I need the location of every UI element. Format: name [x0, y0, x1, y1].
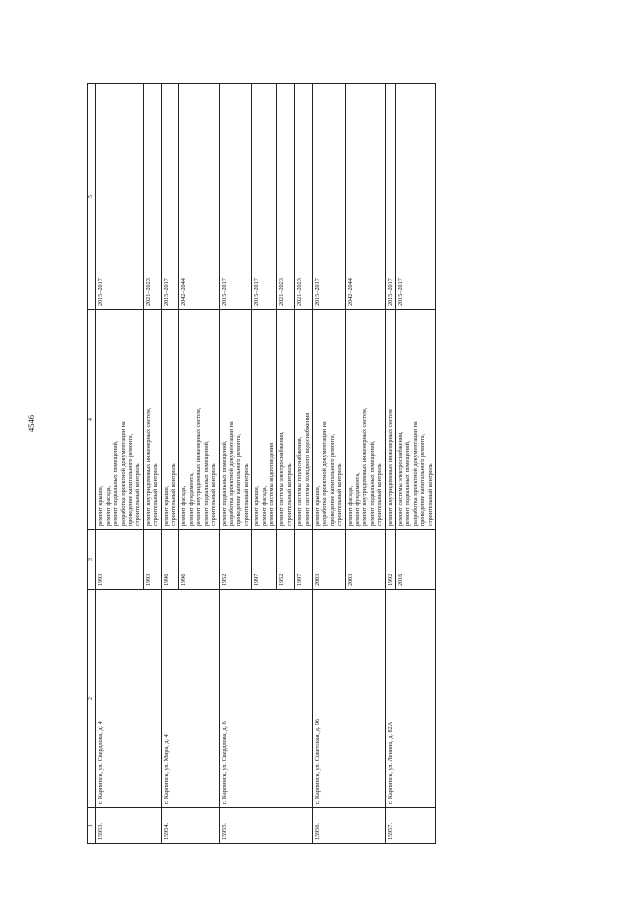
works-list: [96, 310, 143, 530]
repair-period: 2042–2044: [179, 84, 219, 310]
work-item: проведение капитального ремонта,: [328, 433, 336, 526]
repair-period: 2021–2023: [277, 84, 295, 310]
work-item: ремонт фасада,: [180, 485, 188, 526]
table-row: [219, 84, 252, 844]
work-item: ремонт подвальных помещений,: [112, 440, 120, 526]
column-header: 5: [88, 84, 96, 310]
column-header: 2: [88, 590, 96, 808]
work-item: ремонт системы водоотведения: [267, 443, 275, 526]
work-item: разработка проектной документации на: [227, 421, 235, 526]
work-item: проведение капитального ремонта,: [127, 433, 135, 526]
work-item: проведение капитального ремонта,: [235, 433, 243, 526]
work-item: проведение капитального ремонта,: [419, 433, 427, 526]
work-item: строительный контроль: [336, 463, 344, 526]
build-year: 1997: [252, 530, 277, 590]
repair-period: 2015–2017: [161, 84, 179, 310]
table-row: [385, 84, 395, 844]
work-item: ремонт подвальных помещений,: [202, 440, 210, 526]
work-item: ремонт подвальных помещений,: [220, 440, 228, 526]
work-item: строительный контроль: [210, 463, 218, 526]
work-item: строительный контроль: [152, 463, 160, 526]
work-item: ремонт внутридомовых инженерных систем,: [361, 407, 369, 526]
works-list: [345, 310, 385, 530]
work-item: разработка проектной документации на: [119, 421, 127, 526]
repair-period: 2015–2017: [219, 84, 252, 310]
build-year: 1992: [385, 530, 395, 590]
build-year: 1952: [277, 530, 295, 590]
work-item: ремонт системы электроснабжения,: [397, 431, 405, 526]
repair-period: 2042–2044: [345, 84, 385, 310]
build-year: 2003: [312, 530, 345, 590]
build-year: 1993: [143, 530, 161, 590]
record-address: г. Карпинск, ул. Свердлова, д. 4: [96, 590, 161, 808]
work-item: строительный контроль: [134, 463, 142, 526]
work-item: ремонт фасада,: [260, 485, 268, 526]
repair-period: 2021–2023: [295, 84, 313, 310]
column-header: 4: [88, 310, 96, 530]
work-item: ремонт системы электроснабжения,: [278, 431, 286, 526]
work-item: ремонт крыши,: [97, 485, 105, 526]
work-item: ремонт фундамента,: [187, 472, 195, 526]
work-item: ремонт крыши,: [313, 485, 321, 526]
works-list: [143, 310, 161, 530]
repair-period: 2015–2017: [312, 84, 345, 310]
repair-period: 2015–2017: [385, 84, 395, 310]
work-item: разработка проектной документации на: [411, 421, 419, 526]
work-item: строительный контроль: [285, 463, 293, 526]
repair-period: 2015–2017: [252, 84, 277, 310]
table-row: [312, 84, 345, 844]
work-item: ремонт подвальных помещений,: [368, 440, 376, 526]
record-address: г. Карпинск, ул. Советская, д. 96: [312, 590, 385, 808]
build-year: 2016: [396, 530, 436, 590]
record-number: 15956.: [312, 808, 385, 844]
works-list: [385, 310, 395, 530]
works-list: [312, 310, 345, 530]
record-address: г. Карпинск, ул. Свердлова, д. 6: [219, 590, 312, 808]
works-list: [161, 310, 179, 530]
work-item: строительный контроль: [170, 463, 178, 526]
work-item: строительный контроль: [376, 463, 384, 526]
table-header-row: [88, 84, 96, 844]
build-year: 1952: [219, 530, 252, 590]
work-item: строительный контроль: [242, 463, 250, 526]
work-item: ремонт крыши,: [162, 485, 170, 526]
work-item: ремонт системы теплоснабжения,: [296, 436, 304, 526]
works-list: [179, 310, 219, 530]
work-item: ремонт крыши,: [253, 485, 261, 526]
work-item: ремонт подвальных помещений,: [404, 440, 412, 526]
works-list: [252, 310, 277, 530]
work-item: ремонт фасада,: [346, 485, 354, 526]
record-number: 15957.: [385, 808, 435, 844]
table-row: [96, 84, 143, 844]
column-header: 3: [88, 530, 96, 590]
build-year: 1993: [96, 530, 143, 590]
works-list: [396, 310, 436, 530]
repair-period: 2015–2017: [96, 84, 143, 310]
record-number: 15954.: [161, 808, 219, 844]
work-item: строительный контроль: [426, 463, 434, 526]
build-year: 2003: [345, 530, 385, 590]
work-item: ремонт фасада,: [104, 485, 112, 526]
record-number: 15955.: [219, 808, 312, 844]
build-year: 1996: [179, 530, 219, 590]
repair-period: 2015–2017: [396, 84, 436, 310]
table-body: [96, 84, 436, 844]
record-address: г. Карпинск, ул. Мира, д. 4: [161, 590, 219, 808]
record-address: г. Карпинск, ул. Ленина, д. 82А: [385, 590, 435, 808]
works-list: [295, 310, 313, 530]
work-item: ремонт внутридомовых инженерных систем,: [195, 407, 203, 526]
work-item: разработка проектной документации на: [321, 421, 329, 526]
work-item: ремонт внутридомовых инженерных систем,: [144, 407, 152, 526]
repair-schedule-table: [87, 83, 436, 844]
record-number: 15953.: [96, 808, 161, 844]
work-item: ремонт внутридомовых инженерных систем: [386, 409, 394, 526]
column-header: 1: [88, 808, 96, 844]
work-item: ремонт системы холодного водоснабжения: [303, 412, 311, 526]
build-year: 1997: [295, 530, 313, 590]
build-year: 1996: [161, 530, 179, 590]
page-number: 4546: [26, 415, 36, 432]
work-item: ремонт фундамента,: [354, 472, 361, 526]
works-list: [277, 310, 295, 530]
repair-period: 2021–2023: [143, 84, 161, 310]
table-row: [161, 84, 179, 844]
works-list: [219, 310, 252, 530]
